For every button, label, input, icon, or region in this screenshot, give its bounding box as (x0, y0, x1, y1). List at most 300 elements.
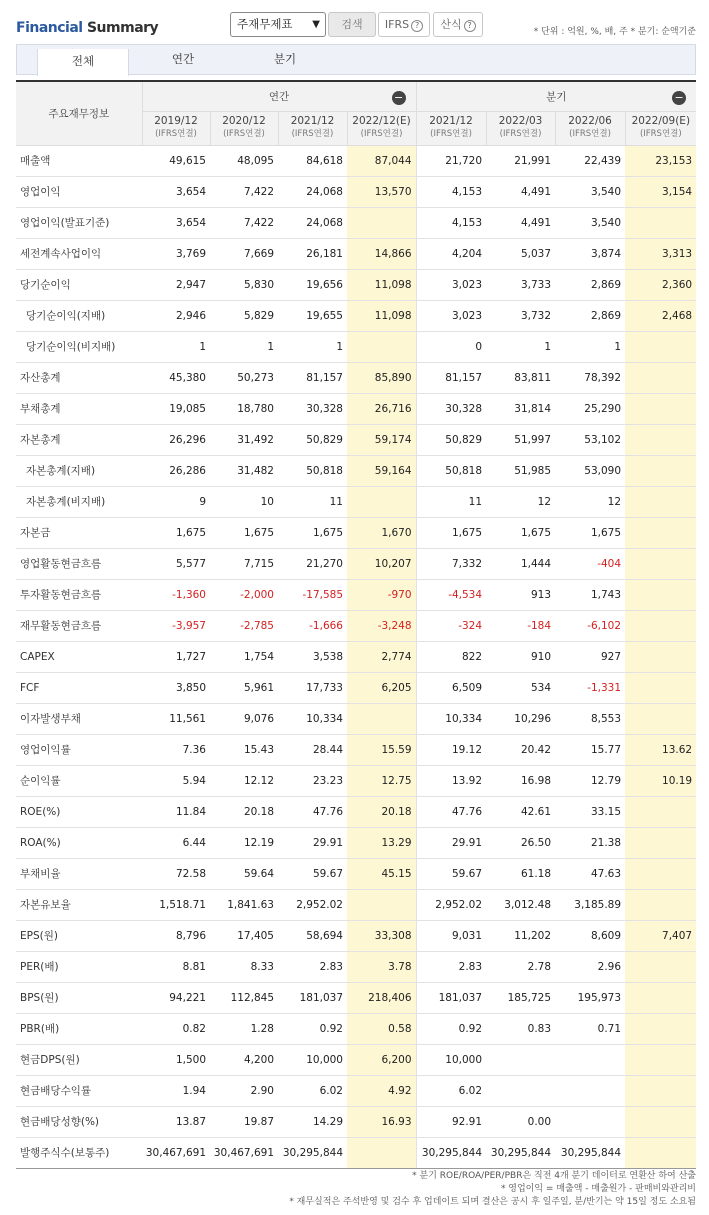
table-cell: 13.29 (347, 827, 416, 858)
table-cell: 58,694 (278, 920, 347, 951)
table-cell: 21.38 (555, 827, 625, 858)
tab-all[interactable]: 전체 (37, 49, 129, 76)
period-label: 2020/12 (222, 115, 266, 127)
table-cell: 2,774 (347, 641, 416, 672)
table-cell: 15.43 (210, 734, 278, 765)
table-cell: 6,509 (416, 672, 486, 703)
table-cell (625, 703, 696, 734)
table-row (16, 1137, 696, 1168)
table-cell: 50,818 (416, 455, 486, 486)
table-cell: 1 (142, 331, 210, 362)
table-cell: 2,468 (625, 300, 696, 331)
table-cell: 2.78 (486, 951, 555, 982)
table-row (16, 424, 696, 455)
table-row (16, 238, 696, 269)
table-row (16, 641, 696, 672)
table-cell: -1,666 (278, 610, 347, 641)
table-cell: 2,952.02 (416, 889, 486, 920)
table-cell: 29.91 (416, 827, 486, 858)
table-cell: -1,331 (555, 672, 625, 703)
table-cell: 47.63 (555, 858, 625, 889)
table-cell (625, 455, 696, 486)
row-label: 영업이익률 (16, 734, 142, 765)
table-cell: -2,785 (210, 610, 278, 641)
table-cell: 3,012.48 (486, 889, 555, 920)
table-row (16, 176, 696, 207)
table-cell: 7,332 (416, 548, 486, 579)
table-cell (625, 1075, 696, 1106)
table-cell: 12.75 (347, 765, 416, 796)
table-cell: 30,467,691 (210, 1137, 278, 1168)
table-cell (347, 889, 416, 920)
row-label: ROA(%) (16, 827, 142, 858)
table-cell: 6,200 (347, 1044, 416, 1075)
table-cell: 9,076 (210, 703, 278, 734)
table-cell: 1 (486, 331, 555, 362)
period-header (416, 111, 486, 145)
table-cell: 50,818 (278, 455, 347, 486)
table-cell: 10,207 (347, 548, 416, 579)
table-cell (555, 1075, 625, 1106)
row-label: 당기순이익 (16, 269, 142, 300)
table-row (16, 734, 696, 765)
table-cell: 0.83 (486, 1013, 555, 1044)
table-cell: 6.44 (142, 827, 210, 858)
table-cell: 3,850 (142, 672, 210, 703)
table-cell: 53,090 (555, 455, 625, 486)
table-cell: 5,829 (210, 300, 278, 331)
collapse-annual-icon[interactable]: − (392, 91, 406, 105)
row-label: 현금DPS(원) (16, 1044, 142, 1075)
table-cell: 3,023 (416, 300, 486, 331)
table-cell: 31,814 (486, 393, 555, 424)
table-cell (625, 982, 696, 1013)
table-cell: 19,656 (278, 269, 347, 300)
table-cell: 7.36 (142, 734, 210, 765)
table-cell: 13.87 (142, 1106, 210, 1137)
table-row (16, 300, 696, 331)
table-cell: -4,534 (416, 579, 486, 610)
statement-type-select[interactable] (230, 12, 326, 37)
row-label: 자본금 (16, 517, 142, 548)
table-cell: 2,360 (625, 269, 696, 300)
table-cell: 181,037 (278, 982, 347, 1013)
table-cell: 24,068 (278, 176, 347, 207)
table-cell: 822 (416, 641, 486, 672)
table-cell: 3,154 (625, 176, 696, 207)
table-cell: 9,031 (416, 920, 486, 951)
table-row (16, 672, 696, 703)
table-cell: 1 (555, 331, 625, 362)
table-cell: 51,985 (486, 455, 555, 486)
table-row (16, 889, 696, 920)
row-label: 자산총계 (16, 362, 142, 393)
table-cell: 0 (416, 331, 486, 362)
table-cell: 26.50 (486, 827, 555, 858)
table-cell (625, 1044, 696, 1075)
table-cell: 1,743 (555, 579, 625, 610)
table-cell: 6,205 (347, 672, 416, 703)
table-cell: 4,153 (416, 176, 486, 207)
period-label: 2022/03 (498, 115, 543, 127)
table-cell: 47.76 (278, 796, 347, 827)
table-cell: 53,102 (555, 424, 625, 455)
table-cell: 112,845 (210, 982, 278, 1013)
table-cell (625, 672, 696, 703)
footnote: * 재무실적은 주석반영 및 검수 후 업데이트 되며 결산은 공시 후 일주일, 분/반기는 약 15일 정도 소요됨 (289, 1197, 696, 1207)
table-row (16, 145, 696, 176)
table-cell: -6,102 (555, 610, 625, 641)
table-row (16, 1013, 696, 1044)
table-cell: 21,991 (486, 145, 555, 176)
footnote: * 영업이익 = 매출액 - 매출원가 - 판매비와관리비 (500, 1184, 696, 1194)
table-cell: 5,037 (486, 238, 555, 269)
table-row (16, 269, 696, 300)
unit-note: * 단위 : 억원, %, 배, 주 * 분기: 순액기준 (533, 27, 696, 37)
table-cell: 1,444 (486, 548, 555, 579)
table-cell (625, 424, 696, 455)
tab-annual[interactable]: 연간 (171, 52, 195, 66)
table-row (16, 1106, 696, 1137)
table-cell (625, 486, 696, 517)
period-basis: (IFRS연결) (499, 129, 542, 139)
table-cell: 81,157 (416, 362, 486, 393)
table-cell: 1,670 (347, 517, 416, 548)
row-label: 영업이익 (16, 176, 142, 207)
table-cell: 927 (555, 641, 625, 672)
table-cell: 47.76 (416, 796, 486, 827)
table-row (16, 548, 696, 579)
table-cell: 2,947 (142, 269, 210, 300)
period-basis: (IFRS연결) (639, 129, 682, 139)
table-cell: 3,313 (625, 238, 696, 269)
period-header (486, 111, 555, 145)
table-cell (347, 207, 416, 238)
table-cell: 24,068 (278, 207, 347, 238)
table-cell: 12.12 (210, 765, 278, 796)
table-cell: 11,098 (347, 269, 416, 300)
table-cell: 5,577 (142, 548, 210, 579)
financial-summary-table (16, 80, 696, 1169)
table-cell: 83,811 (486, 362, 555, 393)
table-cell: 16.98 (486, 765, 555, 796)
table-cell: 4,200 (210, 1044, 278, 1075)
table-cell: 45.15 (347, 858, 416, 889)
table-cell: 11 (278, 486, 347, 517)
tab-quarter[interactable]: 분기 (273, 52, 297, 66)
period-basis: (IFRS연결) (569, 129, 611, 139)
table-cell: -970 (347, 579, 416, 610)
period-basis: (IFRS연결) (360, 129, 403, 139)
table-cell: 85,890 (347, 362, 416, 393)
table-cell: 3,769 (142, 238, 210, 269)
row-label: 자본총계(지배) (16, 455, 142, 486)
table-cell: 19,085 (142, 393, 210, 424)
period-header (142, 111, 210, 145)
table-cell: 218,406 (347, 982, 416, 1013)
footnote: * 분기 ROE/ROA/PER/PBR은 직전 4개 분기 데이터로 연환산 하여 산출 (412, 1171, 696, 1181)
question-icon: ? (464, 20, 476, 32)
table-cell: 8.33 (210, 951, 278, 982)
table-cell: 59,164 (347, 455, 416, 486)
table-cell: 13.92 (416, 765, 486, 796)
table-cell: 3,023 (416, 269, 486, 300)
table-row (16, 920, 696, 951)
table-cell: 0.92 (416, 1013, 486, 1044)
period-basis: (IFRS연결) (430, 129, 472, 139)
table-cell: 13,570 (347, 176, 416, 207)
row-label: 현금배당성향(%) (16, 1106, 142, 1137)
table-cell: 19,655 (278, 300, 347, 331)
table-cell: 10,334 (416, 703, 486, 734)
table-cell: 42.61 (486, 796, 555, 827)
annual-group-label: 연간 (268, 90, 290, 103)
row-label: FCF (16, 672, 142, 703)
table-cell: 31,492 (210, 424, 278, 455)
table-cell: 33.15 (555, 796, 625, 827)
table-cell (347, 331, 416, 362)
table-cell: 1,500 (142, 1044, 210, 1075)
row-label: 자본유보율 (16, 889, 142, 920)
table-cell: 3,185.89 (555, 889, 625, 920)
table-cell: 7,669 (210, 238, 278, 269)
table-cell: 10 (210, 486, 278, 517)
table-cell: 59.67 (278, 858, 347, 889)
row-label: 발행주식수(보통주) (16, 1137, 142, 1168)
table-row (16, 207, 696, 238)
table-cell: 2,869 (555, 300, 625, 331)
table-cell: 2.90 (210, 1075, 278, 1106)
table-row (16, 1044, 696, 1075)
table-row (16, 796, 696, 827)
table-cell (486, 1075, 555, 1106)
table-cell: 87,044 (347, 145, 416, 176)
formula-label: 산식 (440, 18, 462, 31)
table-row (16, 765, 696, 796)
table-cell: 11.84 (142, 796, 210, 827)
table-cell: -324 (416, 610, 486, 641)
table-cell: 6.02 (278, 1075, 347, 1106)
table-cell: 30,295,844 (555, 1137, 625, 1168)
table-cell: 59.67 (416, 858, 486, 889)
table-cell: 17,733 (278, 672, 347, 703)
table-cell: 50,829 (278, 424, 347, 455)
table-cell (486, 1044, 555, 1075)
table-cell: 4,153 (416, 207, 486, 238)
row-label: ROE(%) (16, 796, 142, 827)
table-cell: 12.79 (555, 765, 625, 796)
question-icon: ? (411, 20, 423, 32)
table-cell: 30,328 (416, 393, 486, 424)
table-cell: 11,098 (347, 300, 416, 331)
table-cell: 26,296 (142, 424, 210, 455)
annual-group-header (142, 81, 416, 111)
period-label: 2021/12 (290, 115, 335, 127)
row-label: BPS(원) (16, 982, 142, 1013)
table-cell: 72.58 (142, 858, 210, 889)
table-cell: 1,675 (210, 517, 278, 548)
table-cell: 1,675 (142, 517, 210, 548)
table-cell (625, 1137, 696, 1168)
table-cell: 10.19 (625, 765, 696, 796)
table-cell: 1,675 (486, 517, 555, 548)
table-cell: 3,874 (555, 238, 625, 269)
period-basis: (IFRS연결) (155, 129, 197, 139)
table-cell: 94,221 (142, 982, 210, 1013)
table-cell: 10,334 (278, 703, 347, 734)
table-cell: 13.62 (625, 734, 696, 765)
table-cell (555, 1106, 625, 1137)
table-cell (625, 889, 696, 920)
formula-help-button[interactable] (433, 12, 483, 37)
period-header (555, 111, 625, 145)
table-cell: 49,615 (142, 145, 210, 176)
table-cell: 12.19 (210, 827, 278, 858)
table-cell: 3,654 (142, 176, 210, 207)
table-cell (347, 1137, 416, 1168)
period-header (625, 111, 696, 145)
table-cell: 4,204 (416, 238, 486, 269)
table-cell: 15.77 (555, 734, 625, 765)
row-label: 자본총계 (16, 424, 142, 455)
table-cell: 910 (486, 641, 555, 672)
table-cell: 11,202 (486, 920, 555, 951)
table-cell: 20.42 (486, 734, 555, 765)
table-cell: 20.18 (347, 796, 416, 827)
table-cell: 31,482 (210, 455, 278, 486)
table-cell: 7,715 (210, 548, 278, 579)
table-cell: 30,295,844 (416, 1137, 486, 1168)
period-label: 2022/09(E) (631, 115, 691, 127)
table-cell: 30,295,844 (278, 1137, 347, 1168)
table-cell: 1,727 (142, 641, 210, 672)
row-label: PBR(배) (16, 1013, 142, 1044)
table-cell (625, 1013, 696, 1044)
table-cell: 61.18 (486, 858, 555, 889)
collapse-quarter-icon[interactable]: − (672, 91, 686, 105)
table-cell: 3.78 (347, 951, 416, 982)
table-cell: 1,841.63 (210, 889, 278, 920)
row-label: 이자발생부채 (16, 703, 142, 734)
table-cell: -184 (486, 610, 555, 641)
table-cell: 195,973 (555, 982, 625, 1013)
table-cell: 23,153 (625, 145, 696, 176)
period-header (347, 111, 416, 145)
table-cell: 20.18 (210, 796, 278, 827)
row-label: 부채총계 (16, 393, 142, 424)
table-cell: 8,796 (142, 920, 210, 951)
table-cell (625, 827, 696, 858)
row-label: 투자활동현금흐름 (16, 579, 142, 610)
table-cell: 8,609 (555, 920, 625, 951)
table-cell: 17,405 (210, 920, 278, 951)
table-cell: 50,829 (416, 424, 486, 455)
table-cell: 18,780 (210, 393, 278, 424)
quarter-group-label: 분기 (546, 90, 567, 103)
table-cell: 50,273 (210, 362, 278, 393)
table-cell: 10,296 (486, 703, 555, 734)
table-cell: 2,952.02 (278, 889, 347, 920)
period-header (278, 111, 347, 145)
table-row (16, 858, 696, 889)
table-cell (625, 207, 696, 238)
period-label: 2021/12 (429, 115, 473, 127)
table-cell: 81,157 (278, 362, 347, 393)
table-row (16, 455, 696, 486)
table-cell: 1,518.71 (142, 889, 210, 920)
table-cell: 23.23 (278, 765, 347, 796)
row-label: 세전계속사업이익 (16, 238, 142, 269)
ifrs-label: IFRS (384, 18, 410, 31)
table-cell (625, 548, 696, 579)
quarter-group-header (416, 81, 696, 111)
search-button[interactable]: 검색 (328, 12, 376, 37)
table-cell: 28.44 (278, 734, 347, 765)
row-label: EPS(원) (16, 920, 142, 951)
table-cell: 25,290 (555, 393, 625, 424)
table-cell: 10,000 (416, 1044, 486, 1075)
table-cell (625, 331, 696, 362)
table-cell: 48,095 (210, 145, 278, 176)
table-cell: 26,286 (142, 455, 210, 486)
table-cell: 16.93 (347, 1106, 416, 1137)
table-cell: 185,725 (486, 982, 555, 1013)
table-cell (625, 610, 696, 641)
row-label: 순이익률 (16, 765, 142, 796)
table-cell: 12 (486, 486, 555, 517)
table-cell (625, 796, 696, 827)
table-cell: 3,732 (486, 300, 555, 331)
table-cell: 30,467,691 (142, 1137, 210, 1168)
table-cell: 78,392 (555, 362, 625, 393)
table-cell: 7,422 (210, 176, 278, 207)
row-label: 재무활동현금흐름 (16, 610, 142, 641)
table-row (16, 517, 696, 548)
table-cell: 0.82 (142, 1013, 210, 1044)
title-part2: Summary (86, 20, 159, 36)
table-cell: 181,037 (416, 982, 486, 1013)
table-cell: 1.28 (210, 1013, 278, 1044)
table-cell (347, 703, 416, 734)
table-cell: 2,946 (142, 300, 210, 331)
table-cell (625, 641, 696, 672)
ifrs-help-button[interactable] (378, 12, 430, 37)
table-cell (625, 858, 696, 889)
table-cell: 3,540 (555, 207, 625, 238)
table-cell: 59.64 (210, 858, 278, 889)
table-row (16, 486, 696, 517)
table-row (16, 827, 696, 858)
row-label: 당기순이익(지배) (16, 300, 142, 331)
table-cell: 4,491 (486, 176, 555, 207)
table-cell: 1,675 (416, 517, 486, 548)
row-label: 매출액 (16, 145, 142, 176)
footnotes (289, 1170, 696, 1209)
table-cell: 30,328 (278, 393, 347, 424)
table-cell: 3,733 (486, 269, 555, 300)
table-cell: 51,997 (486, 424, 555, 455)
table-cell: 3,538 (278, 641, 347, 672)
table-row (16, 393, 696, 424)
table-row (16, 331, 696, 362)
table-cell: 6.02 (416, 1075, 486, 1106)
table-row (16, 703, 696, 734)
table-cell: 1,675 (555, 517, 625, 548)
table-row (16, 951, 696, 982)
table-cell: 9 (142, 486, 210, 517)
table-cell: 2.83 (416, 951, 486, 982)
table-cell: 22,439 (555, 145, 625, 176)
